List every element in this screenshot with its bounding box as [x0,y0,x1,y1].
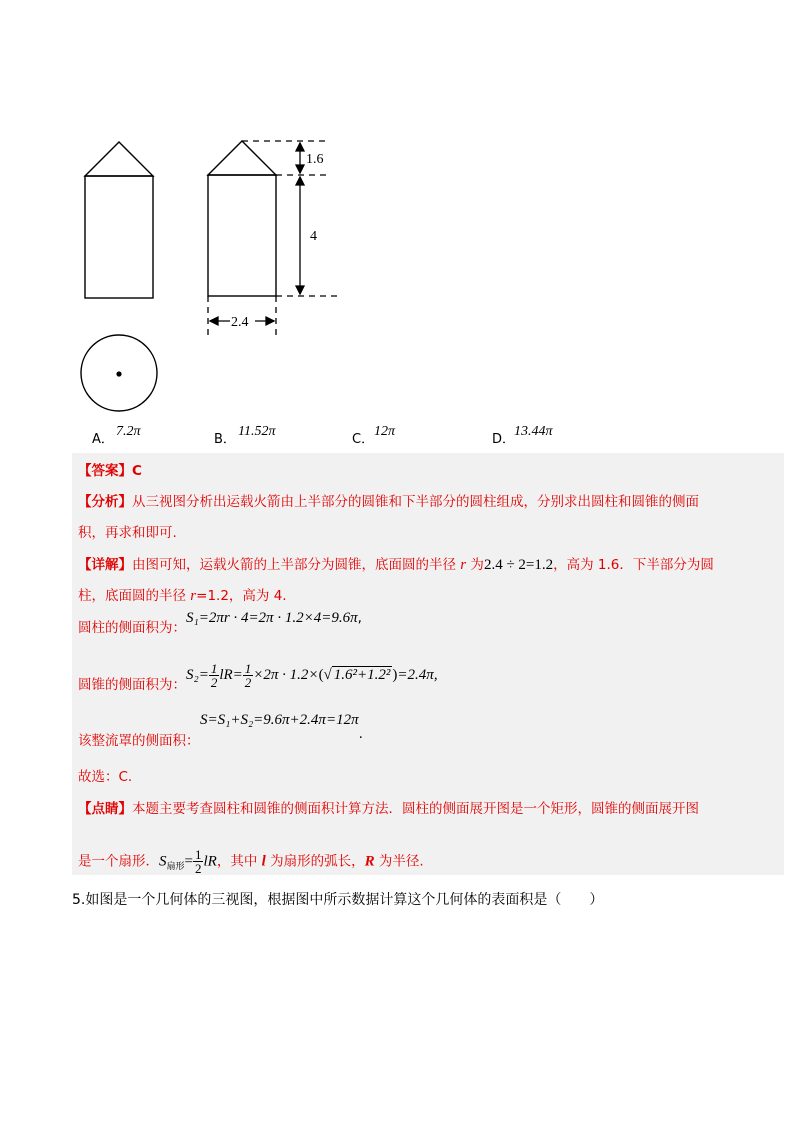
side-view [208,141,276,296]
cone-expr-rhs: =2.4π [397,666,434,683]
dim-label-top: 1.6 [306,152,324,167]
frac-den: 2 [210,675,218,690]
analysis-line-1 [78,490,699,510]
total-area-line [78,729,200,749]
cone-expr-lhs: S₂= [186,666,209,683]
answer-tag: 【答案】 [78,463,132,479]
comment-line-2 [78,848,424,875]
comment-sector-sub: 扇形 [166,862,185,873]
option-c-label: C． [352,432,375,447]
detail-text-1a: 由图可知，运载火箭的上半部分为圆锥，底面圆的半径 [132,557,461,573]
comment-text-2c: 为扇形的弧长， [265,853,365,870]
detail-text-2b: =1.2，高为 4. [196,588,287,604]
dim-label-middle: 4 [310,229,317,244]
cone-area-expr: S₂= $\frac{1}{2}$ lR= $\frac{1}{2}$ ×2π · 1.2×(√ 1.6²+1.2² )=2.4π, [186,661,438,690]
answer-line [78,459,142,479]
total-expr-text: S=S₁+S₂=9.6π+2.4π=12π [200,712,359,728]
detail-expr-1: 2.4 ÷ 2=1.2 [483,557,554,573]
center-dot [116,371,121,376]
option-d-value: 13.44π [514,424,553,439]
option-b-value: 11.52π [238,424,276,439]
cone-area-label: 圆锥的侧面积为： [78,677,186,693]
answer-value: C [132,463,142,479]
cylinder-expr-text: S₁=2πr · 4=2π · 1.2×4=9.6π [186,610,358,626]
front-view [85,142,153,298]
analysis-tag: 【分析】 [78,494,132,510]
option-a-value: 7.2π [116,424,141,439]
comment-var-r: R [364,853,375,870]
detail-text-1c: ，高为 1.6．下半部分为圆 [553,557,714,573]
frac-num-2: 1 [244,661,252,676]
frac-half-1 [209,662,220,689]
comment-sector-s: S [159,853,167,870]
detail-line-2 [78,584,287,605]
cone-area-line [78,673,186,693]
frac-den-2: 2 [244,675,252,690]
detail-text-2a: 柱，底面圆的半径 [78,588,191,604]
detail-text-1b: 为 [466,557,484,573]
question-5: 5.如图是一个几何体的三视图，根据图中所示数据计算这个几何体的表面积是（ ） [72,892,604,908]
comment-text-1: 本题主要考查圆柱和圆锥的侧面积计算方法．圆柱的侧面展开图是一个矩形，圆锥的侧面展开图 [132,801,699,817]
comment-frac [193,848,204,875]
top-view [81,335,157,411]
detail-var-r: r [460,557,467,573]
dimension-extension-lines [208,141,340,340]
choose-line: 故选：C. [78,769,133,785]
comment-frac-den: 2 [194,861,202,876]
comment-text-2a: 是一个扇形． [78,853,159,870]
cylinder-area-label: 圆柱的侧面积为： [78,620,186,636]
cylinder-area-line [78,616,186,636]
cone-expr-mid: lR= [219,666,243,683]
detail-var-r2: r [190,588,197,604]
comment-tag: 【点睛】 [78,801,132,817]
comment-text-2d: 为半径. [374,853,424,870]
option-a-label: A． [92,432,114,447]
frac-num: 1 [210,661,218,676]
detail-tag: 【详解】 [78,557,132,573]
detail-line-1 [78,553,714,574]
comment-lr: lR [203,853,217,870]
option-c-value: 12π [374,424,396,439]
dimension-arrows [210,143,304,325]
cylinder-area-expr: S₁=2πr · 4=2π · 1.2×4=9.6π, [186,610,362,626]
option-d-label: D． [492,432,516,447]
three-view-figure [0,0,800,420]
comment-frac-num: 1 [194,847,202,862]
option-b-label: B． [214,432,236,447]
analysis-line-2: 积，再求和即可. [78,525,177,541]
comment-var-l: l [261,853,266,870]
total-area-expr: S=S₁+S₂=9.6π+2.4π=12π. [200,712,363,742]
analysis-text-1: 从三视图分析出运载火箭由上半部分的圆锥和下半部分的圆柱组成，分别求出圆柱和圆锥的侧面 [132,494,699,510]
frac-half-2 [243,662,254,689]
dim-label-width: 2.4 [231,315,249,330]
cone-expr-mid2: ×2π · 1.2× [253,666,319,683]
comment-line-1 [78,797,699,817]
comment-eq: = [184,853,193,870]
comment-text-2b: ，其中 [216,853,262,870]
total-area-label: 该整流罩的侧面积： [78,733,200,749]
cone-sqrt: 1.6²+1.2² [333,666,391,683]
